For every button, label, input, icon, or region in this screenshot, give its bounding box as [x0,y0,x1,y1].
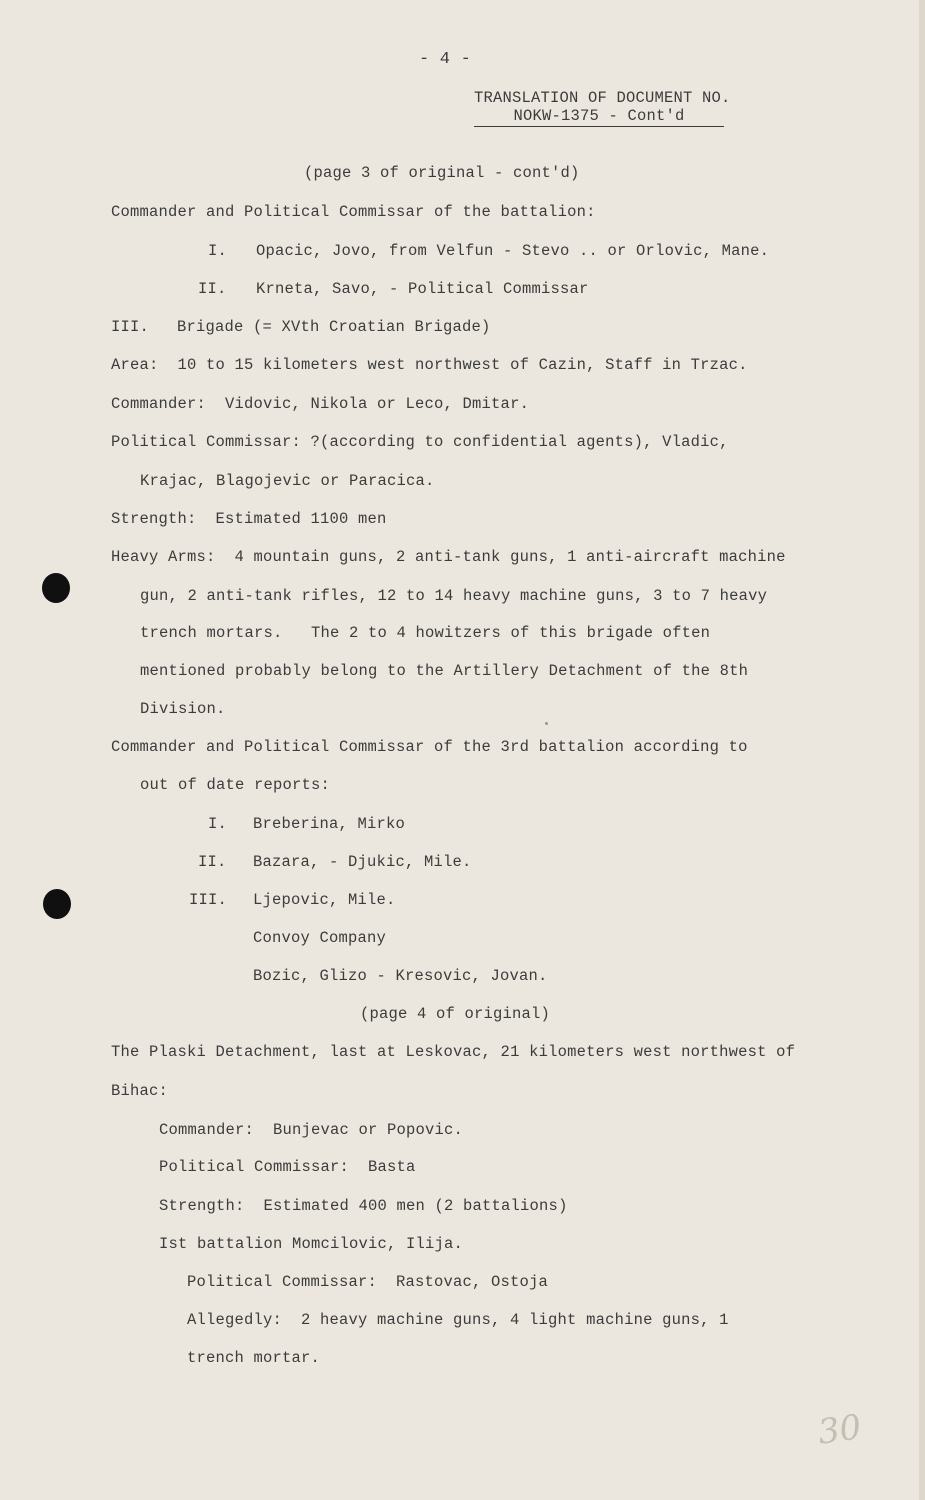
roman-numeral: II. [198,280,227,298]
allegedly-line: Allegedly: 2 heavy machine guns, 4 light machine guns, 1 [187,1311,729,1329]
battalion-2-entry: Krneta, Savo, - Political Commissar [256,280,589,298]
margin-pencil-mark: 30 [815,1407,864,1453]
brigade-heading: Brigade (= XVth Croatian Brigade) [177,318,491,336]
document-title: TRANSLATION OF DOCUMENT NO. [474,89,731,107]
brigade-numeral: III. [111,318,150,336]
heavy-arms-line: Heavy Arms: 4 mountain guns, 2 anti-tank guns, 1 anti-aircraft machine [111,548,786,566]
roman-numeral: I. [208,242,228,260]
roman-numeral: I. [208,815,228,833]
third-bn-entry-3: Ljepovic, Mile. [253,891,396,909]
punch-hole-bottom [43,889,71,919]
third-bn-entry-1: Breberina, Mirko [253,815,406,833]
battalion-heading: Commander and Political Commissar of the battalion: [111,203,596,221]
plaski-strength: Strength: Estimated 400 men (2 battalions) [159,1197,568,1215]
ink-speck [545,722,548,725]
heavy-arms-line: gun, 2 anti-tank rifles, 12 to 14 heavy machine guns, 3 to 7 heavy [140,587,768,605]
page-note-original-3: (page 3 of original - cont'd) [304,164,580,182]
page-number: - 4 - [419,50,472,69]
plaski-commissar: Political Commissar: Basta [159,1158,416,1176]
document-number: NOKW-1375 - Cont'd [474,106,724,127]
roman-numeral: III. [189,891,228,909]
roman-numeral: II. [198,853,227,871]
plaski-heading-cont: Bihac: [111,1082,169,1100]
plaski-heading: The Plaski Detachment, last at Leskovac, 21 kilometers west northwest of [111,1043,796,1061]
brigade-area: Area: 10 to 15 kilometers west northwest of Cazin, Staff in Trzac. [111,356,748,374]
plaski-commander: Commander: Bunjevac or Popovic. [159,1121,464,1139]
brigade-strength: Strength: Estimated 1100 men [111,510,387,528]
third-bn-entry-2: Bazara, - Djukic, Mile. [253,853,472,871]
brigade-commissar-cont: Krajac, Blagojevic or Paracica. [140,472,435,490]
brigade-commissar: Political Commissar: ?(according to confidential agents), Vladic, [111,433,729,451]
third-battalion-heading-cont: out of date reports: [140,776,331,794]
heavy-arms-line: trench mortars. The 2 to 4 howitzers of this brigade often [140,624,711,642]
convoy-names: Bozic, Glizo - Kresovic, Jovan. [253,967,548,985]
battalion-1-entry: Opacic, Jovo, from Velfun - Stevo .. or Orlovic, Mane. [256,242,770,260]
heavy-arms-line: Division. [140,700,226,718]
brigade-commander: Commander: Vidovic, Nikola or Leco, Dmitar. [111,395,530,413]
heavy-arms-line: mentioned probably belong to the Artillery Detachment of the 8th [140,662,749,680]
convoy-company: Convoy Company [253,929,387,947]
plaski-1st-battalion: Ist battalion Momcilovic, Ilija. [159,1235,464,1253]
plaski-1st-commissar: Political Commissar: Rastovac, Ostoja [187,1273,549,1291]
page-note-original-4: (page 4 of original) [360,1005,551,1023]
punch-hole-top [42,573,70,603]
allegedly-line-cont: trench mortar. [187,1349,321,1367]
third-battalion-heading: Commander and Political Commissar of the 3rd battalion according to [111,738,748,756]
